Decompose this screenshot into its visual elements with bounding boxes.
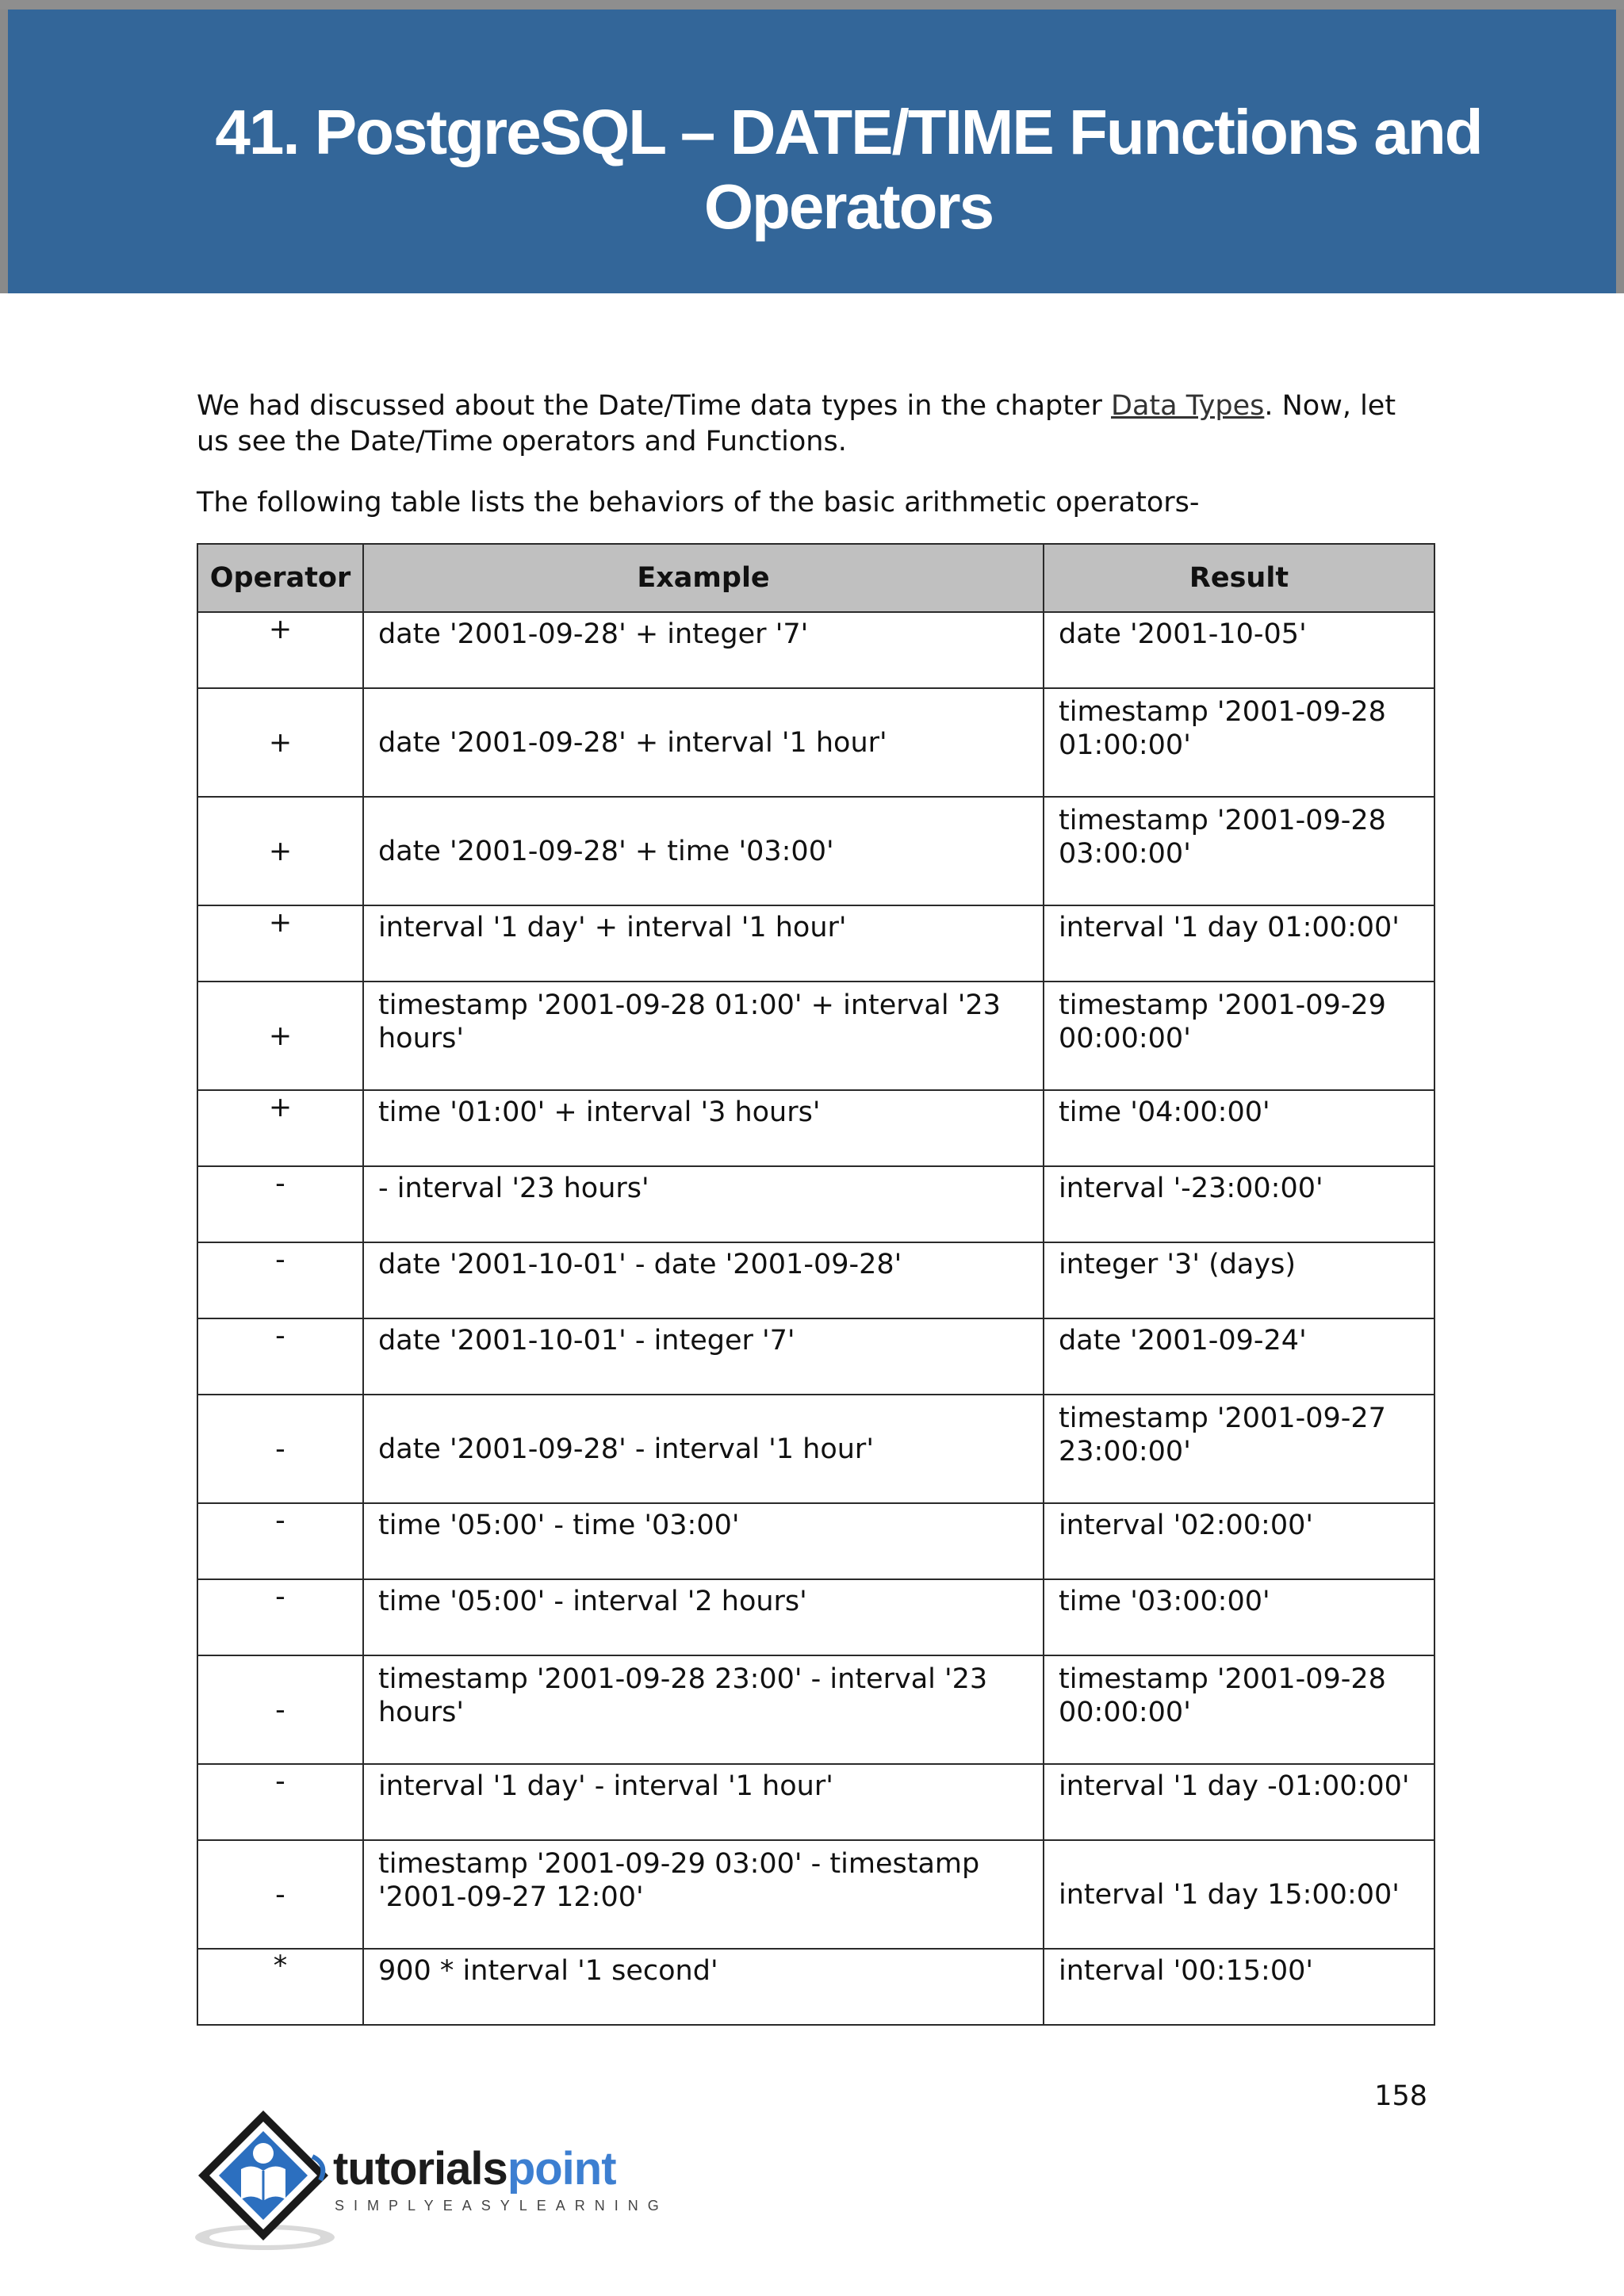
operator-cell: +: [197, 905, 363, 982]
operators-table: [197, 543, 1435, 2026]
result-cell: timestamp '2001-09-28 03:00:00': [1044, 797, 1434, 905]
operator-cell: -: [197, 1503, 363, 1579]
operator-cell: -: [197, 1166, 363, 1242]
table-row: [197, 1579, 1434, 1655]
table-row: [197, 1090, 1434, 1166]
table-row: [197, 688, 1434, 797]
example-cell: time '05:00' - interval '2 hours': [363, 1579, 1044, 1655]
table-row: [197, 1242, 1434, 1318]
example-cell: - interval '23 hours': [363, 1166, 1044, 1242]
tutorialspoint-logo: [193, 2104, 701, 2263]
example-cell: date '2001-09-28' + time '03:00': [363, 797, 1044, 905]
table-row: [197, 905, 1434, 982]
table-row: [197, 982, 1434, 1090]
result-cell: interval '1 day -01:00:00': [1044, 1764, 1434, 1840]
logo-wordmark: [333, 2145, 616, 2193]
logo-word-accent: point: [507, 2143, 616, 2195]
operator-cell: +: [197, 688, 363, 797]
result-cell: date '2001-09-24': [1044, 1318, 1434, 1395]
result-cell: time '03:00:00': [1044, 1579, 1434, 1655]
logo-emblem-icon: [193, 2104, 352, 2263]
data-types-link[interactable]: Data Types: [1111, 390, 1265, 422]
result-cell: interval '02:00:00': [1044, 1503, 1434, 1579]
chapter-title: [135, 95, 1562, 244]
intro-text-start: We had discussed about the Date/Time data types in the chapter: [197, 390, 1112, 422]
header-example: Example: [363, 544, 1044, 612]
table-row: [197, 1318, 1434, 1395]
operator-cell: -: [197, 1242, 363, 1318]
operator-cell: -: [197, 1579, 363, 1655]
operator-cell: +: [197, 982, 363, 1090]
result-cell: timestamp '2001-09-28 00:00:00': [1044, 1655, 1434, 1764]
header-result: Result: [1044, 544, 1434, 612]
table-row: [197, 1655, 1434, 1764]
table-row: [197, 1764, 1434, 1840]
logo-word-dark: tutorials: [333, 2143, 508, 2195]
intro-text-end: . Now, let us see the Date/Time operators and Functions.: [197, 390, 1396, 457]
example-cell: time '05:00' - time '03:00': [363, 1503, 1044, 1579]
table-row: [197, 1949, 1434, 2025]
example-cell: time '01:00' + interval '3 hours': [363, 1090, 1044, 1166]
page-top-edge: [0, 0, 1624, 10]
operator-cell: +: [197, 1090, 363, 1166]
operator-cell: *: [197, 1949, 363, 2025]
example-cell: timestamp '2001-09-28 01:00' + interval '23 hours': [363, 982, 1044, 1090]
result-cell: timestamp '2001-09-29 00:00:00': [1044, 982, 1434, 1090]
table-lead-text: The following table lists the behaviors of the basic arithmetic operators-: [197, 487, 1200, 519]
operator-cell: -: [197, 1655, 363, 1764]
example-cell: interval '1 day' + interval '1 hour': [363, 905, 1044, 982]
example-cell: date '2001-10-01' - integer '7': [363, 1318, 1044, 1395]
result-cell: integer '3' (days): [1044, 1242, 1434, 1318]
chapter-title-line-2: Operators: [703, 171, 994, 242]
logo-tagline: SIMPLYEASYLEARNING: [335, 2198, 668, 2214]
table-row: [197, 1166, 1434, 1242]
table-row: [197, 612, 1434, 688]
example-cell: date '2001-09-28' + interval '1 hour': [363, 688, 1044, 797]
example-cell: date '2001-10-01' - date '2001-09-28': [363, 1242, 1044, 1318]
chapter-title-line-1: 41. PostgreSQL – DATE/TIME Functions and: [215, 97, 1482, 167]
operator-cell: -: [197, 1318, 363, 1395]
page-number: 158: [1374, 2080, 1427, 2112]
table-header-row: [197, 544, 1434, 612]
intro-paragraph: [197, 388, 1434, 460]
operator-cell: +: [197, 797, 363, 905]
example-cell: timestamp '2001-09-29 03:00' - timestamp '2001-09-27 12:00': [363, 1840, 1044, 1949]
table-row: [197, 1395, 1434, 1503]
example-cell: 900 * interval '1 second': [363, 1949, 1044, 2025]
header-operator: Operator: [197, 544, 363, 612]
chapter-banner: [0, 10, 1624, 293]
result-cell: timestamp '2001-09-28 01:00:00': [1044, 688, 1434, 797]
operator-cell: -: [197, 1764, 363, 1840]
result-cell: interval '-23:00:00': [1044, 1166, 1434, 1242]
example-cell: timestamp '2001-09-28 23:00' - interval '23 hours': [363, 1655, 1044, 1764]
result-cell: timestamp '2001-09-27 23:00:00': [1044, 1395, 1434, 1503]
operator-cell: -: [197, 1840, 363, 1949]
result-cell: date '2001-10-05': [1044, 612, 1434, 688]
operator-cell: +: [197, 612, 363, 688]
result-cell: interval '1 day 15:00:00': [1044, 1840, 1434, 1949]
example-cell: interval '1 day' - interval '1 hour': [363, 1764, 1044, 1840]
table-row: [197, 797, 1434, 905]
result-cell: time '04:00:00': [1044, 1090, 1434, 1166]
table-row: [197, 1840, 1434, 1949]
operator-cell: -: [197, 1395, 363, 1503]
result-cell: interval '1 day 01:00:00': [1044, 905, 1434, 982]
example-cell: date '2001-09-28' + integer '7': [363, 612, 1044, 688]
example-cell: date '2001-09-28' - interval '1 hour': [363, 1395, 1044, 1503]
table-row: [197, 1503, 1434, 1579]
result-cell: interval '00:15:00': [1044, 1949, 1434, 2025]
